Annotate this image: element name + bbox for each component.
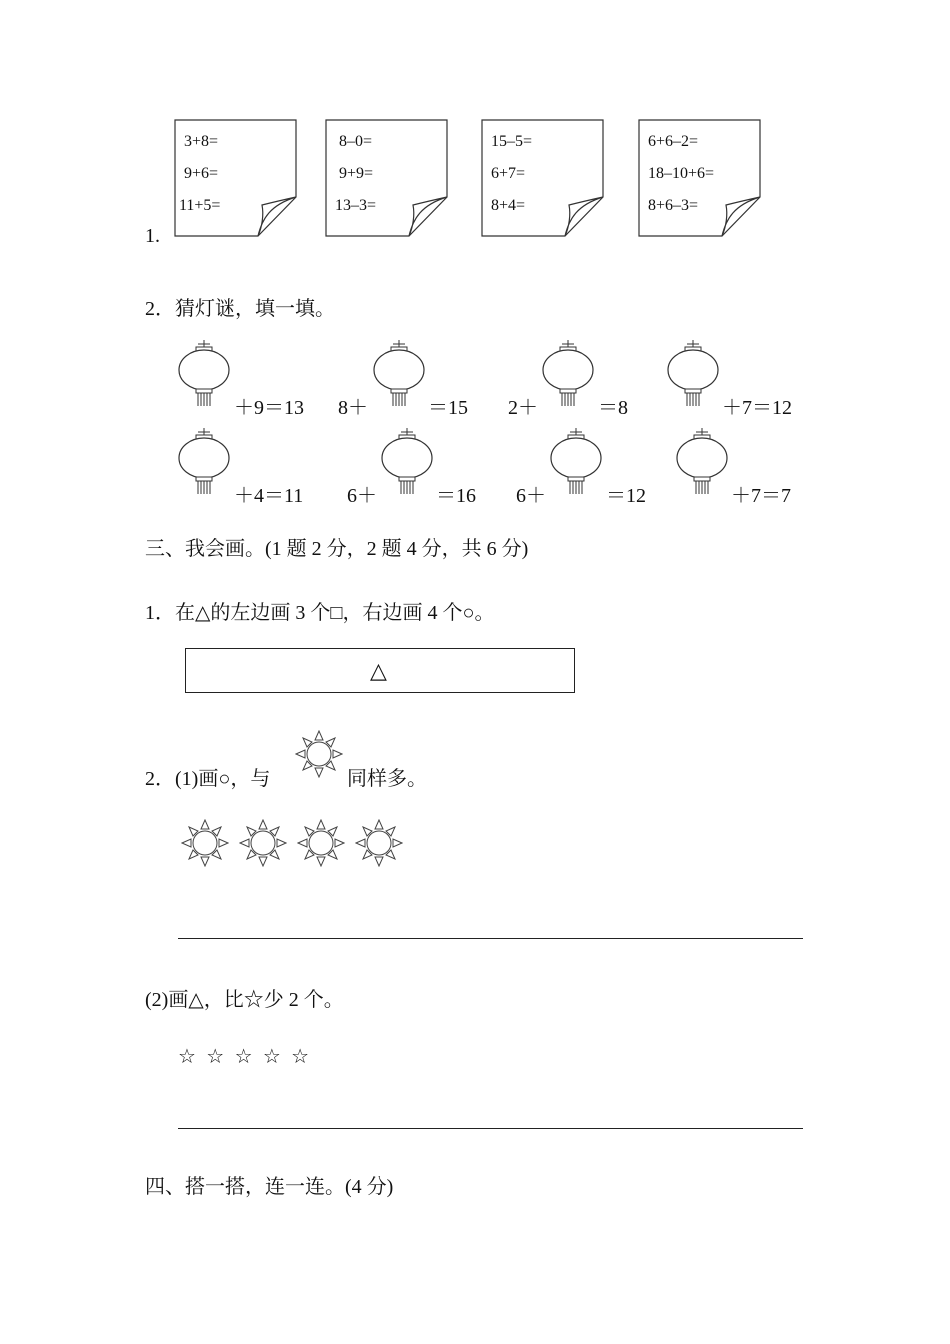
- lantern-equation-suffix: ＋9＝13: [234, 397, 304, 419]
- answer-line-2[interactable]: [178, 1128, 803, 1129]
- sun-icon: [181, 819, 229, 867]
- arithmetic-card-1: [174, 119, 296, 235]
- triangle-symbol: △: [370, 659, 387, 684]
- drawing-box[interactable]: [185, 648, 575, 693]
- sun-icon: [239, 819, 287, 867]
- lantern-icon: [666, 340, 720, 410]
- part-3-question-2-prefix: 2．(1)画○，与: [145, 768, 271, 790]
- card-line: 13–3=: [335, 197, 377, 214]
- lantern-icon: [541, 340, 595, 410]
- part-3-question-2-suffix: 同样多。: [347, 768, 427, 790]
- sun-row: [181, 819, 421, 867]
- lantern-equation-prefix: 2＋: [508, 397, 538, 419]
- sun-icon: [295, 730, 343, 778]
- lantern-equation-suffix: ＋7＝12: [722, 397, 792, 419]
- lantern-equation-prefix: 8＋: [338, 397, 368, 419]
- lantern-icon: [549, 428, 603, 498]
- card-line: 6+6–2=: [648, 133, 699, 150]
- arithmetic-card-4: [638, 119, 760, 235]
- question-number-1: 1.: [145, 225, 160, 247]
- sun-icon: [355, 819, 403, 867]
- card-line: 18–10+6=: [648, 165, 715, 182]
- card-line: 9+6=: [184, 165, 219, 182]
- card-line: 3+8=: [184, 133, 219, 150]
- card-line: 6+7=: [491, 165, 526, 182]
- arithmetic-card-2: [325, 119, 447, 235]
- lantern-equation-suffix: ＝8: [598, 397, 628, 419]
- part-3-heading: 三、我会画。(1 题 2 分，2 题 4 分，共 6 分): [145, 538, 529, 560]
- part-3-question-1: 1．在△的左边画 3 个□，右边画 4 个○。: [145, 602, 495, 624]
- card-line: 8+6–3=: [648, 197, 699, 214]
- sun-icon: [297, 819, 345, 867]
- lantern-equation-suffix: ＋7＝7: [731, 485, 791, 507]
- lantern-equation-suffix: ＝15: [428, 397, 468, 419]
- part-3-question-2b: (2)画△，比☆少 2 个。: [145, 989, 344, 1011]
- card-line: 9+9=: [339, 165, 374, 182]
- lantern-equation-suffix: ＋4＝11: [234, 485, 304, 507]
- arithmetic-card-3: [481, 119, 603, 235]
- star-row: ☆ ☆ ☆ ☆ ☆: [178, 1044, 310, 1068]
- card-line: 8–0=: [339, 133, 373, 150]
- lantern-icon: [675, 428, 729, 498]
- lantern-icon: [177, 428, 231, 498]
- lantern-icon: [380, 428, 434, 498]
- lantern-equation-suffix: ＝12: [606, 485, 646, 507]
- card-line: 11+5=: [179, 197, 221, 214]
- question-2-title: 2．猜灯谜，填一填。: [145, 298, 335, 320]
- lantern-equation-prefix: 6＋: [516, 485, 546, 507]
- lantern-equation-prefix: 6＋: [347, 485, 377, 507]
- answer-line-1[interactable]: [178, 938, 803, 939]
- card-line: 15–5=: [491, 133, 533, 150]
- lantern-icon: [177, 340, 231, 410]
- lantern-icon: [372, 340, 426, 410]
- card-line: 8+4=: [491, 197, 526, 214]
- lantern-equation-suffix: ＝16: [436, 485, 476, 507]
- part-4-heading: 四、搭一搭，连一连。(4 分): [145, 1176, 394, 1198]
